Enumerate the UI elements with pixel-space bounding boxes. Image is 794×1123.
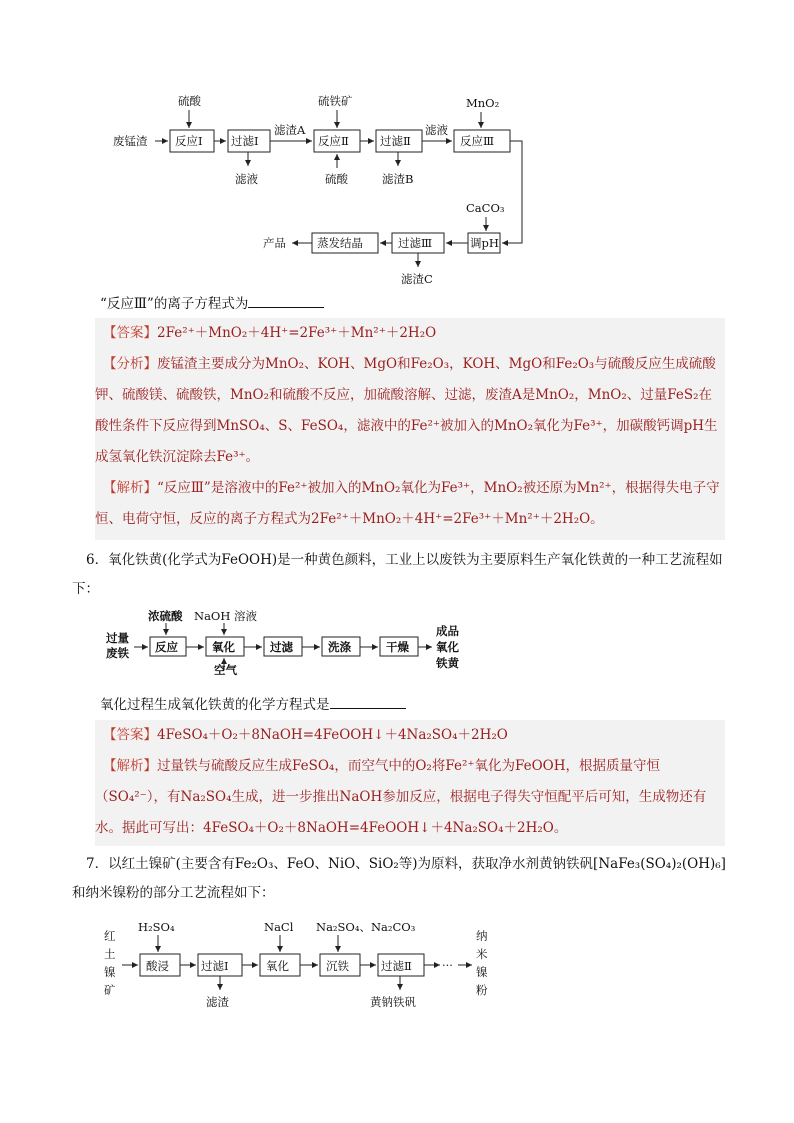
answer-blank — [248, 293, 324, 308]
box-filter-label: 过滤 — [270, 640, 293, 654]
box-reaction-label: 反应 — [155, 640, 178, 654]
box-filter-1-label: 过滤Ⅰ — [231, 134, 259, 148]
box-dry-label: 干燥 — [386, 640, 409, 654]
label-sulfuric-acid-bottom: 硫酸 — [325, 172, 348, 186]
label-ore-1: 红 — [104, 929, 116, 943]
box-filter-2-label: 过滤Ⅱ — [380, 134, 411, 148]
label-ore-3: 镍 — [104, 965, 116, 979]
explanation-text: 过量铁与硫酸反应生成FeSO₄，而空气中的O₂将Fe²⁺氧化为FeOOH，根据质量守恒（SO₄²⁻），有Na₂SO₄生成，进一步推出NaOH参加反应，根据电子得失守恒配平后可知，生成物还有水。据此可写出：4FeSO₄＋O₂＋8NaOH=4FeOOH↓＋4Na₂SO₄＋2H₂O。 — [95, 758, 707, 836]
box-evaporate-label: 蒸发结晶 — [317, 236, 363, 250]
answer-tag: 【答案】 — [103, 727, 157, 743]
answer-text: 4FeSO₄＋O₂＋8NaOH=4FeOOH↓＋4Na₂SO₄＋2H₂O — [157, 727, 508, 743]
answer-tag: 【答案】 — [103, 325, 157, 341]
label-filtrate-1: 滤液 — [235, 172, 258, 186]
box-filter-1-label: 过滤Ⅰ — [201, 959, 229, 973]
label-sulfuric-acid-top: 硫酸 — [178, 94, 201, 108]
explanation-tag: 【解析】 — [103, 480, 157, 496]
label-h2so4: H₂SO₄ — [138, 920, 175, 934]
box-reaction-2-label: 反应Ⅱ — [318, 134, 349, 148]
q6-question-text: 氧化过程生成氧化铁黄的化学方程式是 — [100, 697, 330, 713]
q5-question-text: “反应Ⅲ”的离子方程式为 — [100, 296, 249, 312]
label-residue-a: 滤渣A — [274, 123, 306, 137]
box-oxidize-label: 氧化 — [266, 959, 289, 973]
label-nano-3: 镍 — [476, 965, 488, 979]
label-pyrite: 硫铁矿 — [318, 94, 353, 108]
q6-question — [100, 694, 406, 716]
explanation-tag: 【解析】 — [103, 758, 157, 774]
label-residue-c: 滤渣C — [401, 272, 433, 286]
q6-answer-box — [95, 720, 725, 846]
label-jarosite: 黄钠铁矾 — [370, 995, 416, 1009]
analysis-text: 废锰渣主要成分为MnO₂、KOH、MgO和Fe₂O₃，KOH、MgO和Fe₂O₃与硫酸反应生成硫酸钾、硫酸镁、硫酸铁，MnO₂和硫酸不反应，加硫酸溶解、过滤，废渣A是MnO₂，MnO₂、过量FeS₂在酸性条件下反应得到MnSO₄、S、FeSO₄，滤液中的Fe²⁺被加入的MnO₂氧化为Fe³⁺，加碳酸钙调pH生成氢氧化铁沉淀除去Fe³⁺。 — [95, 356, 718, 465]
analysis-tag: 【分析】 — [103, 356, 157, 372]
box-filter-3-label: 过滤Ⅲ — [398, 236, 433, 250]
box-adjust-ph-label: 调pH — [470, 236, 499, 250]
box-oxidize-label: 氧化 — [212, 640, 235, 654]
box-filter-2-label: 过滤Ⅱ — [381, 959, 412, 973]
label-reagents: Na₂SO₄、Na₂CO₃ — [316, 920, 416, 934]
label-dots: ··· — [442, 958, 453, 972]
label-waste-manganese-slag: 废锰渣 — [113, 134, 148, 148]
label-nano-2: 米 — [476, 947, 488, 961]
label-product: 产品 — [263, 236, 286, 250]
q5-question — [100, 293, 324, 315]
flow-chart-3 — [0, 910, 794, 1020]
label-filtrate-2: 滤液 — [425, 123, 448, 137]
q6-explanation — [95, 751, 725, 844]
box-reaction-3-label: 反应Ⅲ — [460, 134, 495, 148]
flow-chart-2 — [0, 606, 794, 676]
box-wash-label: 洗涤 — [328, 640, 351, 654]
label-product-3: 铁黄 — [436, 656, 459, 670]
label-caco3: CaCO₃ — [466, 201, 505, 215]
q5-analysis — [95, 349, 725, 473]
box-acid-leach-label: 酸浸 — [146, 959, 169, 973]
box-reaction-1-label: 反应Ⅰ — [175, 134, 203, 148]
label-mno2: MnO₂ — [466, 96, 500, 110]
explanation-text: “反应Ⅲ”是溶液中的Fe²⁺被加入的MnO₂氧化为Fe³⁺，MnO₂被还原为Mn²⁺，根据得失电子守恒、电荷守恒，反应的离子方程式为2Fe²⁺＋MnO₂＋4H⁺=2Fe³⁺＋Mn²⁺＋2H₂O。 — [95, 480, 720, 527]
answer-blank — [330, 694, 406, 709]
box-precipitate-iron-label: 沉铁 — [326, 959, 349, 973]
answer-text: 2Fe²⁺＋MnO₂＋4H⁺=2Fe³⁺＋Mn²⁺＋2H₂O — [157, 325, 437, 341]
label-nacl: NaCl — [264, 920, 294, 934]
label-conc-acid: 浓硫酸 — [148, 609, 183, 623]
label-nano-1: 纳 — [476, 929, 488, 943]
label-residue-b: 滤渣B — [382, 172, 414, 186]
q6-answer-line — [95, 720, 725, 751]
q6-intro: 6．氧化铁黄(化学式为FeOOH)是一种黄色颜料，工业上以废铁为主要原料生产氧化铁黄的一种工艺流程如下： — [72, 552, 723, 597]
q5-explanation — [95, 473, 725, 535]
label-product-2: 氧化 — [436, 640, 459, 654]
label-ore-2: 土 — [104, 947, 116, 961]
label-naoh: NaOH 溶液 — [194, 609, 258, 623]
label-ore-4: 矿 — [104, 983, 116, 997]
q7-intro: 7．以红土镍矿(主要含有Fe₂O₃、FeO、NiO、SiO₂等)为原料，获取净水剂黄钠铁矾[NaFe₃(SO₄)₂(OH)₆]和纳米镍粉的部分工艺流程如下： — [72, 856, 726, 901]
q5-answer-box — [95, 318, 725, 540]
label-nano-4: 粉 — [476, 983, 488, 997]
label-residue: 滤渣 — [206, 995, 229, 1009]
label-product-1: 成品 — [436, 624, 459, 638]
label-waste-iron: 废铁 — [106, 646, 129, 660]
label-excess: 过量 — [106, 631, 129, 645]
label-air: 空气 — [214, 663, 237, 676]
q5-answer-line — [95, 318, 725, 349]
